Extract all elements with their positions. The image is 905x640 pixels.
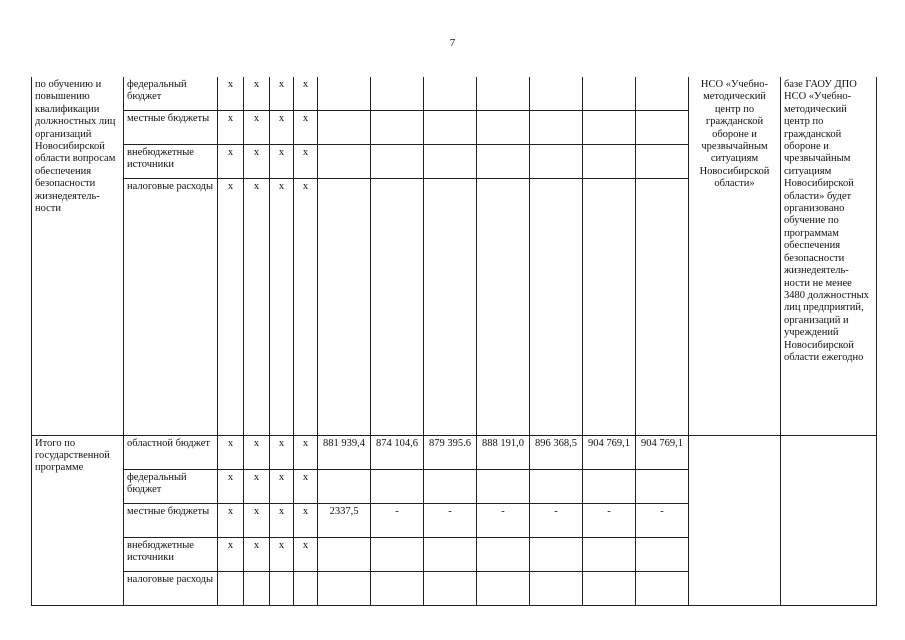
measure-description: по обучению и повышению квалификации должностных лиц организаций Новосибирской области вопросам обеспечения безопасности жизнедеятель-ности bbox=[32, 77, 124, 435]
value-cell: 879 395.6 bbox=[424, 435, 477, 469]
value-cell: 888 191,0 bbox=[477, 435, 530, 469]
funding-source: налоговые расходы bbox=[124, 178, 218, 435]
value-cell: 904 769,1 bbox=[636, 435, 689, 469]
executor-cell: НСО «Учебно-методический центр по гражданской обороне и чрезвычайным ситуациям Новосибирской области» bbox=[689, 77, 781, 435]
funding-source: налоговые расходы bbox=[124, 571, 218, 605]
table-row: внебюджетные источники х х х х bbox=[32, 144, 877, 178]
value-cell: 896 368,5 bbox=[530, 435, 583, 469]
table-row: по обучению и повышению квалификации должностных лиц организаций Новосибирской области вопросам обеспечения безопасности жизнедеятель-ности федеральный бюджет х х х х НСО «Учебно-методический центр по гражданской обороне и чрезвычайным ситуациям Новосибирской области» базе ГАОУ ДПО НСО «Учебно-методический центр по гражданской обороне и чрезвычайным ситуациям Новосибирской области» будет организовано обучение по программам обеспечения безопасности жизнедеятель-ности не менее 3480 должностных лиц предприятий, организаций и учреждений Новосибирской области ежегодно bbox=[32, 77, 877, 110]
funding-source: местные бюджеты bbox=[124, 110, 218, 144]
value-cell: 2337,5 bbox=[318, 503, 371, 537]
program-table bbox=[31, 77, 877, 606]
total-label: Итого по государственной программе bbox=[32, 435, 124, 605]
page-number: 7 bbox=[449, 37, 456, 49]
funding-source: федеральный бюджет bbox=[124, 469, 218, 503]
funding-source: областной бюджет bbox=[124, 435, 218, 469]
funding-source: местные бюджеты bbox=[124, 503, 218, 537]
table-row: Итого по государственной программе областной бюджет х х х х 881 939,4 874 104,6 879 395.6 888 191,0 896 368,5 904 769,1 904 769,1 bbox=[32, 435, 877, 469]
value-cell: 881 939,4 bbox=[318, 435, 371, 469]
value-cell: 904 769,1 bbox=[583, 435, 636, 469]
table-row: налоговые расходы х х х х bbox=[32, 178, 877, 435]
funding-source: внебюджетные источники bbox=[124, 537, 218, 571]
funding-source: внебюджетные источники bbox=[124, 144, 218, 178]
table-row: местные бюджеты х х х х 2337,5 - - - - - - bbox=[32, 503, 877, 537]
table-row: внебюджетные источники х х х х bbox=[32, 537, 877, 571]
funding-source: федеральный бюджет bbox=[124, 77, 218, 110]
value-cell: 874 104,6 bbox=[371, 435, 424, 469]
expected-result: базе ГАОУ ДПО НСО «Учебно-методический центр по гражданской обороне и чрезвычайным ситуациям Новосибирской области» будет организовано обучение по программам обеспечения безопасности жизнедеятель-ности не менее 3480 должностных лиц предприятий, организаций и учреждений Новосибирской области ежегодно bbox=[781, 77, 877, 435]
table-row: местные бюджеты х х х х bbox=[32, 110, 877, 144]
table-row: федеральный бюджет х х х х bbox=[32, 469, 877, 503]
